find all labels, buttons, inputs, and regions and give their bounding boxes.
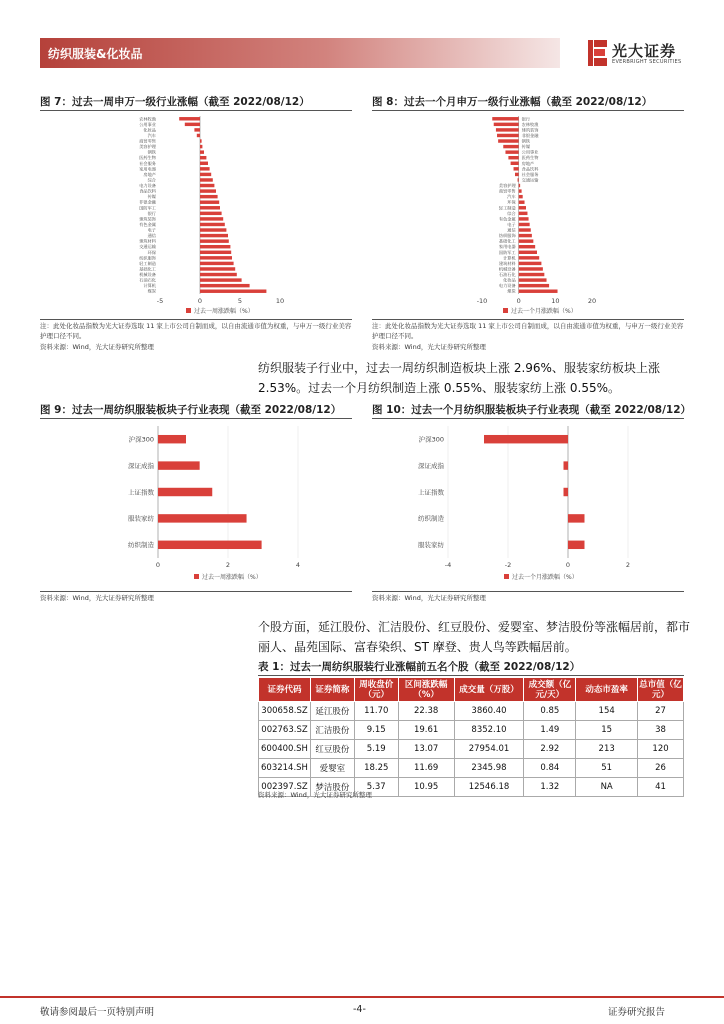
table-header-cell: 成交额（亿元/天） (524, 678, 576, 702)
category-label: 电力设备 (498, 283, 516, 289)
bar (564, 461, 569, 469)
category-label: 钢铁 (521, 138, 531, 144)
category-label: 有色金属 (139, 221, 156, 227)
table-cell: 11.69 (398, 759, 454, 778)
bar (519, 184, 520, 187)
legend-swatch (503, 308, 508, 313)
category-label: 公用事业 (521, 149, 539, 155)
table-cell: 002397.SZ (259, 778, 311, 797)
bar (494, 123, 519, 126)
category-label: 计算机 (503, 255, 516, 261)
fig8-source: 资料来源：Wind，光大证券研究所整理 (372, 343, 486, 351)
category-label: 汽车 (147, 132, 156, 138)
bar (194, 128, 200, 131)
bar (519, 212, 528, 215)
table-cell: 120 (638, 740, 684, 759)
bar (200, 234, 228, 237)
bar (519, 223, 530, 226)
category-label: 农林牧渔 (139, 116, 156, 122)
category-label: 建筑材料 (139, 238, 156, 244)
category-label: 深证成指 (128, 461, 154, 470)
bar (200, 223, 225, 226)
category-label: 国防军工 (139, 205, 156, 211)
logo-text: 光大证券 (612, 42, 677, 60)
bar (519, 251, 537, 254)
footer-disclaimer: 敬请参阅最后一页特别声明 (40, 1007, 155, 1018)
bar (508, 156, 518, 159)
bar (519, 206, 526, 209)
category-label: 电子 (147, 227, 156, 233)
bar (519, 273, 545, 276)
category-label: 钢铁 (147, 149, 156, 155)
table1-source: 资料来源：Wind，光大证券研究所整理 (258, 791, 372, 799)
table-cell: 10.95 (398, 778, 454, 797)
category-label: 煤炭 (507, 288, 516, 294)
bar (197, 134, 200, 137)
category-label: 交通运输 (139, 244, 156, 250)
category-label: 环保 (147, 249, 156, 255)
table-row (259, 721, 684, 740)
table-cell: 13.07 (398, 740, 454, 759)
bar (185, 123, 200, 126)
table-cell: 12546.18 (454, 778, 524, 797)
fig10-bottom-rule (372, 591, 684, 592)
legend-swatch (194, 574, 199, 579)
bar (519, 267, 543, 270)
bar (200, 251, 231, 254)
category-label: 电子 (507, 221, 516, 227)
bar (200, 212, 222, 215)
table-cell: 11.70 (354, 702, 398, 721)
category-label: 轻工制造 (139, 260, 156, 266)
bar (519, 245, 536, 248)
table-cell: 9.15 (354, 721, 398, 740)
table-cell: 3860.40 (454, 702, 524, 721)
table-cell: 38 (638, 721, 684, 740)
table-cell: 27 (638, 702, 684, 721)
category-label: 机械设备 (498, 266, 516, 272)
bar (200, 200, 219, 203)
category-label: 家用电器 (498, 244, 516, 250)
tick-label: 0 (565, 561, 571, 569)
bar (568, 541, 585, 549)
bar (515, 173, 519, 176)
table1-rule (258, 675, 684, 676)
category-label: 石油石化 (498, 272, 516, 278)
category-label: 交通运输 (521, 177, 539, 183)
table-header-cell: 成交量（万股） (454, 678, 524, 702)
fig10-rule (372, 418, 684, 419)
table-cell: 5.19 (354, 740, 398, 759)
table-cell: 1.32 (524, 778, 576, 797)
bar (200, 206, 220, 209)
bar (519, 278, 547, 281)
tick-label: 4 (295, 561, 301, 569)
category-label: 商贸零售 (139, 138, 156, 144)
table-cell: 300658.SZ (259, 702, 311, 721)
category-label: 非银金融 (139, 199, 156, 205)
bar (158, 461, 200, 469)
category-label: 煤炭 (147, 288, 156, 294)
bar (519, 262, 542, 265)
bar (158, 514, 247, 522)
category-label: 国防军工 (498, 249, 516, 255)
category-label: 银行 (147, 210, 156, 216)
table-header-cell: 证券简称 (310, 678, 354, 702)
table-cell: 红豆股份 (310, 740, 354, 759)
category-label: 建筑装饰 (139, 216, 156, 222)
footer-rule (0, 996, 724, 998)
bar (519, 200, 525, 203)
fig8-chart (372, 112, 684, 318)
bar (179, 117, 200, 120)
bar (514, 167, 519, 170)
table-cell: 22.38 (398, 702, 454, 721)
bar (503, 145, 518, 148)
category-label: 建筑装饰 (521, 127, 539, 133)
category-label: 纺织服饰 (498, 233, 516, 239)
section-title: 纺织服装&化妆品 (48, 47, 143, 61)
bar (498, 139, 519, 142)
category-label: 食品饮料 (521, 166, 539, 172)
bar (519, 284, 549, 287)
category-label: 基础化工 (139, 266, 156, 272)
table-cell: 5.37 (354, 778, 398, 797)
bar (200, 245, 230, 248)
category-label: 深证成指 (418, 461, 444, 470)
fig8-title: 图 8：过去一个月申万一级行业涨幅（截至 2022/08/12） (372, 96, 653, 108)
category-label: 机械设备 (139, 272, 156, 278)
legend-swatch (504, 574, 509, 579)
table-cell: 2345.98 (454, 759, 524, 778)
legend-label: 过去一个月涨跌幅（%） (512, 574, 578, 581)
bar (200, 184, 214, 187)
table-cell: 2.92 (524, 740, 576, 759)
table1 (258, 677, 684, 797)
legend-label: 过去一个月涨跌幅（%） (511, 308, 577, 315)
fig9-source: 资料来源：Wind，光大证券研究所整理 (40, 594, 154, 602)
category-label: 传媒 (521, 144, 531, 150)
everbright-logo-icon (588, 40, 608, 66)
bar (200, 256, 232, 259)
category-label: 服装家纺 (128, 514, 154, 523)
bar (200, 217, 223, 220)
category-label: 通信 (507, 227, 516, 233)
category-label: 纺织制造 (418, 514, 444, 523)
fig7-chart (40, 112, 352, 318)
tick-label: 0 (155, 561, 161, 569)
table-row (259, 740, 684, 759)
table-cell: 15 (576, 721, 638, 740)
fig7-bottom-rule (40, 319, 352, 320)
category-label: 服装家纺 (418, 541, 444, 550)
bar (158, 541, 262, 549)
table-cell: NA (576, 778, 638, 797)
bar (200, 173, 211, 176)
category-label: 医药生物 (521, 155, 539, 161)
bar (200, 239, 229, 242)
bar (518, 178, 519, 181)
category-label: 上证指数 (418, 488, 444, 497)
bar (200, 262, 234, 265)
fig7-title: 图 7：过去一周申万一级行业涨幅（截至 2022/08/12） (40, 96, 310, 108)
bar (200, 284, 250, 287)
bar (200, 273, 237, 276)
table-cell: 汇洁股份 (310, 721, 354, 740)
fig8-bottom-rule (372, 319, 684, 320)
table-header-cell: 区间涨跌幅（%） (398, 678, 454, 702)
bar (492, 117, 518, 120)
category-label: 沪深300 (128, 435, 154, 444)
category-label: 房地产 (143, 171, 156, 177)
table-cell: 51 (576, 759, 638, 778)
tick-label: 0 (197, 297, 203, 305)
category-label: 汽车 (507, 194, 516, 200)
category-label: 美容护理 (139, 144, 156, 150)
bar (519, 256, 540, 259)
bar (200, 139, 202, 142)
table-row (259, 759, 684, 778)
fig9-rule (40, 418, 352, 419)
category-label: 非银金融 (521, 132, 539, 138)
table-cell: 600400.SH (259, 740, 311, 759)
logo-subtext: EVERBRIGHT SECURITIES (612, 59, 682, 65)
paragraph-subsector: 纺织服装子行业中，过去一周纺织制造板块上涨 2.96%、服装家纺板块上涨 2.53%。过去一个月纺织制造上涨 0.55%、服装家纺上涨 0.55%。 (258, 361, 660, 395)
category-label: 综合 (507, 210, 516, 216)
table-cell: 8352.10 (454, 721, 524, 740)
category-label: 化妆品 (143, 127, 156, 133)
tick-label: -10 (476, 297, 488, 305)
bar (200, 228, 226, 231)
category-label: 传媒 (147, 194, 156, 200)
category-label: 建筑材料 (498, 260, 516, 266)
bar (519, 228, 531, 231)
bar (200, 267, 235, 270)
category-label: 商贸零售 (498, 188, 516, 194)
page-number: -4- (353, 1004, 366, 1015)
bar (564, 488, 569, 496)
category-label: 房地产 (521, 160, 535, 166)
paragraph-stocks: 个股方面，延江股份、汇洁股份、红豆股份、爱婴室、梦洁股份等涨幅居前，都市丽人、晶苑国际、富春染织、ST 摩登、贵人鸟等跌幅居前。 (258, 620, 691, 654)
bar (200, 162, 208, 165)
bar (158, 488, 212, 496)
bar (496, 128, 519, 131)
fig8-note: 注：此处化妆品指数为光大证券选取 11 家上市公司自制而成，以自由流通市值为权重，与申万一级行业美容护理口径不同。 (372, 322, 684, 340)
category-label: 计算机 (143, 283, 156, 289)
bar (519, 195, 523, 198)
category-label: 纺织服饰 (139, 255, 156, 261)
table1-title: 表 1：过去一周纺织服装行业涨幅前五名个股（截至 2022/08/12） (258, 661, 581, 673)
category-label: 石油石化 (139, 277, 156, 283)
fig10-chart (372, 420, 684, 590)
category-label: 基础化工 (498, 238, 516, 244)
fig7-rule (40, 110, 352, 111)
tick-label: -5 (156, 297, 164, 305)
tick-label: 10 (275, 297, 285, 305)
tick-label: 2 (225, 561, 231, 569)
table-cell: 154 (576, 702, 638, 721)
category-label: 社会服务 (139, 160, 156, 166)
table-cell: 1.49 (524, 721, 576, 740)
category-label: 医药生物 (139, 155, 156, 161)
bar (200, 150, 204, 153)
category-label: 社会服务 (521, 171, 539, 177)
category-label: 美容护理 (498, 183, 516, 189)
bar (568, 514, 585, 522)
category-label: 综合 (147, 177, 156, 183)
category-label: 通信 (147, 233, 156, 239)
bar (200, 167, 210, 170)
bar (200, 195, 218, 198)
category-label: 纺织制造 (128, 541, 154, 550)
table-cell: 603214.SH (259, 759, 311, 778)
table-cell: 梦洁股份 (310, 778, 354, 797)
bar (200, 145, 202, 148)
bar (200, 156, 206, 159)
table-cell: 0.85 (524, 702, 576, 721)
category-label: 食品饮料 (139, 188, 156, 194)
table-cell: 26 (638, 759, 684, 778)
bar (511, 162, 519, 165)
bar (519, 217, 529, 220)
category-label: 化妆品 (503, 277, 516, 283)
tick-label: 10 (551, 297, 560, 305)
category-label: 环保 (507, 199, 516, 205)
table-cell: 延江股份 (310, 702, 354, 721)
bar (200, 289, 266, 292)
fig8-rule (372, 110, 684, 111)
table-cell: 19.61 (398, 721, 454, 740)
category-label: 上证指数 (128, 488, 154, 497)
category-label: 轻工制造 (498, 205, 516, 211)
bar (200, 278, 242, 281)
tick-label: 2 (625, 561, 631, 569)
category-label: 沪深300 (418, 435, 444, 444)
bar (484, 435, 568, 443)
fig9-title: 图 9：过去一周纺织服装板块子行业表现（截至 2022/08/12） (40, 404, 342, 416)
footer-report-type: 证券研究报告 (608, 1007, 666, 1018)
category-label: 银行 (521, 116, 531, 122)
legend-label: 过去一周涨跌幅（%） (194, 308, 254, 315)
table-cell: 002763.SZ (259, 721, 311, 740)
legend-label: 过去一周涨跌幅（%） (202, 574, 262, 581)
category-label: 农林牧渔 (521, 121, 539, 127)
bar (519, 239, 534, 242)
table-cell: 27954.01 (454, 740, 524, 759)
category-label: 家用电器 (139, 166, 156, 172)
table-header-cell: 周收盘价（元） (354, 678, 398, 702)
legend-swatch (186, 308, 191, 313)
fig9-bottom-rule (40, 591, 352, 592)
tick-label: 0 (516, 297, 521, 305)
tick-label: 20 (587, 297, 597, 305)
table-cell: 0.84 (524, 759, 576, 778)
bar (200, 178, 213, 181)
bar (497, 134, 519, 137)
bar (519, 289, 558, 292)
fig7-source: 资料来源：Wind，光大证券研究所整理 (40, 343, 154, 351)
table-cell: 213 (576, 740, 638, 759)
fig10-source: 资料来源：Wind，光大证券研究所整理 (372, 594, 486, 602)
table-row (259, 702, 684, 721)
category-label: 公用事业 (139, 121, 156, 127)
table-cell: 41 (638, 778, 684, 797)
tick-label: 5 (237, 297, 243, 305)
tick-label: -4 (444, 561, 452, 569)
table-header-cell: 动态市盈率 (576, 678, 638, 702)
fig7-note: 注：此处化妆品指数为光大证券选取 11 家上市公司自制而成，以自由流通市值为权重，与申万一级行业美容护理口径不同。 (40, 322, 352, 340)
bar (519, 189, 522, 192)
bar (200, 189, 216, 192)
table-cell: 爱婴室 (310, 759, 354, 778)
fig10-title: 图 10：过去一个月纺织服装板块子行业表现（截至 2022/08/12） (372, 404, 692, 416)
category-label: 有色金属 (498, 216, 516, 222)
table-header-cell: 证券代码 (259, 678, 311, 702)
bar (158, 435, 186, 443)
fig9-chart (40, 420, 352, 590)
table1-header-row (259, 678, 684, 702)
table-header-cell: 总市值（亿元） (639, 679, 682, 700)
bar (505, 150, 518, 153)
bar (519, 234, 532, 237)
tick-label: -2 (504, 561, 512, 569)
table-cell: 18.25 (354, 759, 398, 778)
category-label: 电力设备 (139, 183, 156, 189)
